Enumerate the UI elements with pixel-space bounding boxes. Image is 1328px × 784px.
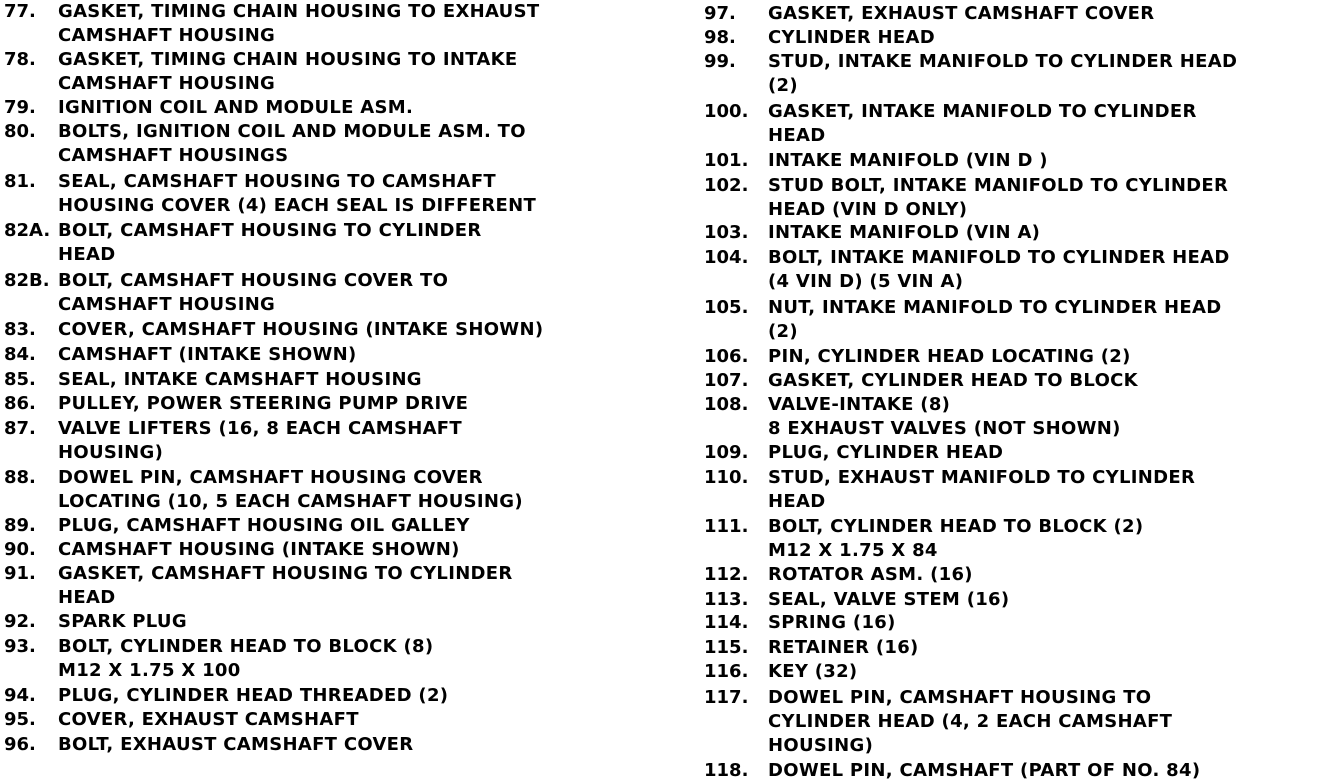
part-description-line: GASKET, INTAKE MANIFOLD TO CYLINDER (768, 101, 1197, 122)
part-description-line: CYLINDER HEAD (4, 2 EACH CAMSHAFT (768, 711, 1173, 732)
part-number: 88. (4, 467, 36, 488)
part-number: 91. (4, 563, 36, 584)
part-number: 84. (4, 344, 36, 365)
part-number: 86. (4, 393, 36, 414)
part-number: 115. (704, 637, 749, 658)
part-description-line: COVER, CAMSHAFT HOUSING (INTAKE SHOWN) (58, 319, 544, 340)
part-description-line: M12 X 1.75 X 100 (58, 660, 241, 681)
part-description-line: PULLEY, POWER STEERING PUMP DRIVE (58, 393, 469, 414)
part-number: 116. (704, 661, 749, 682)
part-description-line: CYLINDER HEAD (768, 27, 935, 48)
part-description-line: CAMSHAFT HOUSING (58, 73, 276, 94)
part-number: 107. (704, 370, 749, 391)
part-description-line: DOWEL PIN, CAMSHAFT (PART OF NO. 84) (768, 760, 1201, 781)
part-description-line: STUD BOLT, INTAKE MANIFOLD TO CYLINDER (768, 175, 1229, 196)
part-number: 89. (4, 515, 36, 536)
part-number: 87. (4, 418, 36, 439)
part-description-line: GASKET, TIMING CHAIN HOUSING TO INTAKE (58, 49, 518, 70)
part-description-line: LOCATING (10, 5 EACH CAMSHAFT HOUSING) (58, 491, 523, 512)
part-number: 96. (4, 734, 36, 755)
part-number: 93. (4, 636, 36, 657)
part-description-line: VALVE LIFTERS (16, 8 EACH CAMSHAFT (58, 418, 462, 439)
part-description-line: SEAL, INTAKE CAMSHAFT HOUSING (58, 369, 422, 390)
part-description-line: BOLT, CAMSHAFT HOUSING TO CYLINDER (58, 220, 482, 241)
part-number: 106. (704, 346, 749, 367)
part-number: 92. (4, 611, 36, 632)
part-description-line: BOLTS, IGNITION COIL AND MODULE ASM. TO (58, 121, 526, 142)
part-description-line: CAMSHAFT (INTAKE SHOWN) (58, 344, 357, 365)
part-number: 82A. (4, 220, 51, 241)
part-number: 111. (704, 516, 749, 537)
part-number: 118. (704, 760, 749, 781)
part-description-line: HEAD (768, 125, 826, 146)
part-description-line: PIN, CYLINDER HEAD LOCATING (2) (768, 346, 1131, 367)
part-description-line: GASKET, TIMING CHAIN HOUSING TO EXHAUST (58, 1, 540, 22)
part-description-line: STUD, EXHAUST MANIFOLD TO CYLINDER (768, 467, 1196, 488)
part-description-line: GASKET, EXHAUST CAMSHAFT COVER (768, 3, 1155, 24)
part-number: 103. (704, 222, 749, 243)
part-number: 104. (704, 247, 749, 268)
part-description-line: BOLT, EXHAUST CAMSHAFT COVER (58, 734, 414, 755)
part-description-line: HEAD (58, 244, 116, 265)
part-number: 79. (4, 97, 36, 118)
part-description-line: HEAD (58, 587, 116, 608)
part-number: 97. (704, 3, 736, 24)
part-number: 80. (4, 121, 36, 142)
part-description-line: KEY (32) (768, 661, 858, 682)
part-number: 114. (704, 612, 749, 633)
part-description-line: BOLT, CYLINDER HEAD TO BLOCK (8) (58, 636, 434, 657)
part-number: 83. (4, 319, 36, 340)
part-description-line: HOUSING) (768, 735, 874, 756)
part-description-line: HEAD (768, 491, 826, 512)
part-number: 112. (704, 564, 749, 585)
part-description-line: M12 X 1.75 X 84 (768, 540, 938, 561)
part-description-line: COVER, EXHAUST CAMSHAFT (58, 709, 359, 730)
part-description-line: BOLT, INTAKE MANIFOLD TO CYLINDER HEAD (768, 247, 1230, 268)
part-number: 117. (704, 687, 749, 708)
part-description-line: DOWEL PIN, CAMSHAFT HOUSING TO (768, 687, 1152, 708)
part-number: 82B. (4, 270, 50, 291)
part-description-line: (2) (768, 321, 798, 342)
part-description-line: DOWEL PIN, CAMSHAFT HOUSING COVER (58, 467, 483, 488)
part-description-line: RETAINER (16) (768, 637, 919, 658)
part-description-line: PLUG, CAMSHAFT HOUSING OIL GALLEY (58, 515, 470, 536)
part-description-line: BOLT, CYLINDER HEAD TO BLOCK (2) (768, 516, 1144, 537)
part-description-line: INTAKE MANIFOLD (VIN A) (768, 222, 1041, 243)
part-number: 90. (4, 539, 36, 560)
part-description-line: SPARK PLUG (58, 611, 187, 632)
part-number: 78. (4, 49, 36, 70)
part-number: 113. (704, 589, 749, 610)
part-number: 108. (704, 394, 749, 415)
part-description-line: BOLT, CAMSHAFT HOUSING COVER TO (58, 270, 449, 291)
part-description-line: CAMSHAFT HOUSING (58, 25, 276, 46)
part-number: 77. (4, 1, 36, 22)
part-number: 95. (4, 709, 36, 730)
part-description-line: SEAL, CAMSHAFT HOUSING TO CAMSHAFT (58, 171, 496, 192)
part-description-line: PLUG, CYLINDER HEAD (768, 442, 1004, 463)
part-number: 110. (704, 467, 749, 488)
part-description-line: VALVE-INTAKE (8) (768, 394, 951, 415)
part-description-line: 8 EXHAUST VALVES (NOT SHOWN) (768, 418, 1121, 439)
part-description-line: STUD, INTAKE MANIFOLD TO CYLINDER HEAD (768, 51, 1238, 72)
part-number: 99. (704, 51, 736, 72)
part-description-line: ROTATOR ASM. (16) (768, 564, 973, 585)
part-description-line: SPRING (16) (768, 612, 896, 633)
part-number: 81. (4, 171, 36, 192)
part-description-line: IGNITION COIL AND MODULE ASM. (58, 97, 414, 118)
part-description-line: (2) (768, 75, 798, 96)
part-description-line: HEAD (VIN D ONLY) (768, 199, 968, 220)
part-number: 105. (704, 297, 749, 318)
part-description-line: HOUSING) (58, 442, 164, 463)
part-number: 102. (704, 175, 749, 196)
part-description-line: SEAL, VALVE STEM (16) (768, 589, 1010, 610)
part-description-line: GASKET, CAMSHAFT HOUSING TO CYLINDER (58, 563, 513, 584)
part-description-line: CAMSHAFT HOUSINGS (58, 145, 289, 166)
part-number: 94. (4, 685, 36, 706)
part-number: 98. (704, 27, 736, 48)
part-description-line: CAMSHAFT HOUSING (INTAKE SHOWN) (58, 539, 460, 560)
part-description-line: GASKET, CYLINDER HEAD TO BLOCK (768, 370, 1138, 391)
part-number: 100. (704, 101, 749, 122)
part-description-line: INTAKE MANIFOLD (VIN D ) (768, 150, 1048, 171)
part-description-line: HOUSING COVER (4) EACH SEAL IS DIFFERENT (58, 195, 537, 216)
part-description-line: (4 VIN D) (5 VIN A) (768, 271, 964, 292)
part-number: 101. (704, 150, 749, 171)
part-number: 109. (704, 442, 749, 463)
part-number: 85. (4, 369, 36, 390)
part-description-line: PLUG, CYLINDER HEAD THREADED (2) (58, 685, 449, 706)
part-description-line: NUT, INTAKE MANIFOLD TO CYLINDER HEAD (768, 297, 1222, 318)
part-description-line: CAMSHAFT HOUSING (58, 294, 276, 315)
